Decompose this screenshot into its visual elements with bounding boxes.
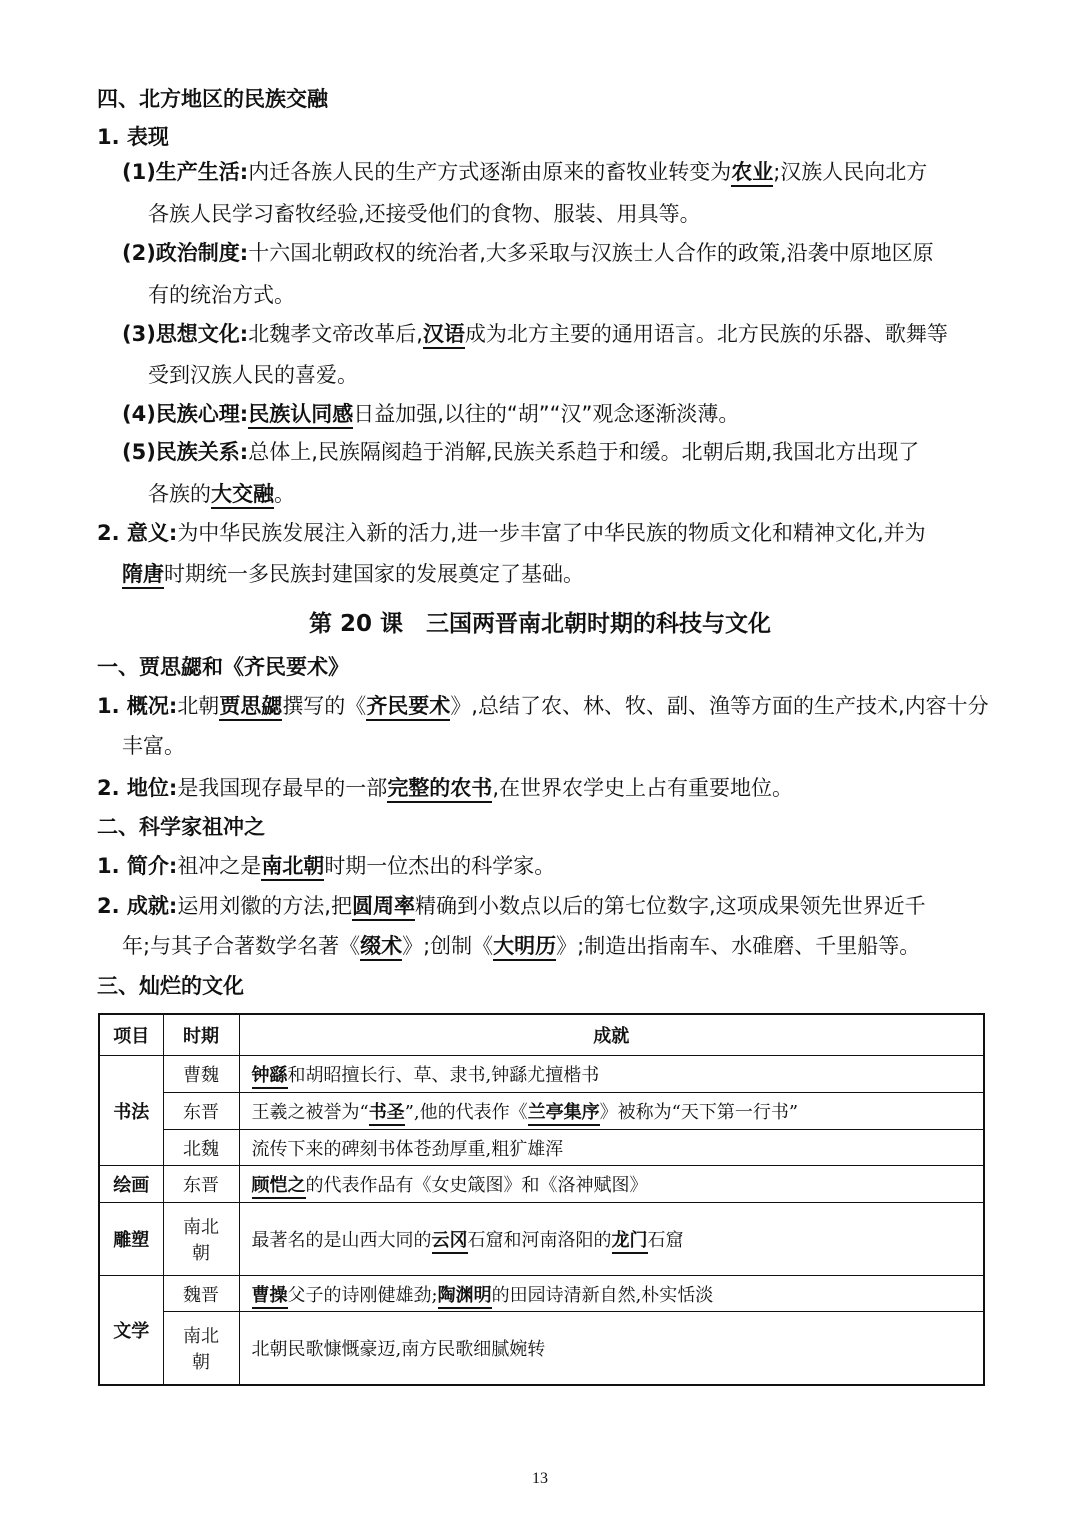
text: 和胡昭擅长行、草、隶书,钟繇尤擅楷书 — [287, 1064, 600, 1086]
key-term: 大交融 — [211, 482, 274, 509]
text: 祖冲之是 — [177, 854, 262, 878]
text: 十六国北朝政权的统治者,大多采取与汉族士人合作的政策,沿袭中原地区原 — [248, 241, 934, 265]
text: 。 — [274, 482, 295, 506]
label: (2)政治制度: — [122, 241, 249, 265]
text: 各族的 — [148, 482, 211, 506]
key-term: 顾恺之 — [252, 1175, 306, 1199]
paragraph-line — [122, 399, 739, 429]
label: 1. 简介: — [97, 854, 178, 878]
label: 2. 地位: — [97, 776, 178, 800]
paragraph-line — [122, 238, 934, 268]
text: 撰写的《 — [282, 694, 367, 718]
paragraph-line — [97, 518, 926, 548]
table-row — [99, 1275, 984, 1312]
paragraph-line — [122, 319, 948, 349]
key-term: 缀术 — [360, 934, 402, 961]
text: ”,他的代表作《 — [404, 1101, 528, 1123]
text: 王羲之被誉为“ — [251, 1101, 369, 1123]
key-term: 完整的农书 — [387, 776, 492, 803]
paragraph-line: 有的统治方式。 — [148, 283, 295, 307]
text: ;汉族人民向北方 — [773, 160, 928, 184]
key-term: 曹操 — [252, 1285, 288, 1309]
key-term: 南北朝 — [261, 854, 324, 881]
key-term: 贾思勰 — [219, 694, 282, 721]
paragraph-line — [97, 891, 926, 921]
paragraph-line — [97, 691, 989, 721]
text: 总体上,民族隔阂趋于消解,民族关系趋于和缓。北朝后期,我国北方出现了 — [248, 440, 920, 464]
paragraph-line: 各族人民学习畜牧经验,还接受他们的食物、服装、用具等。 — [148, 202, 701, 226]
text: 成为北方主要的通用语言。北方民族的乐器、歌舞等 — [464, 322, 948, 346]
achievement-cell — [239, 1166, 984, 1203]
column-header: 项目 — [99, 1014, 163, 1056]
text: 》;创制《 — [402, 934, 494, 958]
lesson-title: 第 20 课 三国两晋南北朝时期的科技与文化 — [308, 611, 772, 637]
text: 最著名的是山西大同的 — [251, 1229, 432, 1251]
paragraph-line — [122, 437, 919, 467]
achievement-cell — [239, 1275, 984, 1312]
section-title: 四、北方地区的民族交融 — [97, 87, 328, 111]
text: 》,总结了农、林、牧、副、渔等方面的生产技术,内容十分 — [450, 694, 989, 718]
label: 2. 意义: — [97, 521, 178, 545]
key-term: 民族认同感 — [248, 402, 353, 429]
paragraph-line — [97, 851, 555, 881]
achievement-cell — [239, 1092, 984, 1129]
achievement-cell — [239, 1056, 984, 1093]
text: 运用刘徽的方法,把 — [177, 894, 352, 918]
item-cell: 雕塑 — [99, 1203, 163, 1275]
key-term: 钟繇 — [252, 1065, 288, 1089]
text: 》被称为“天下第一行书” — [599, 1101, 799, 1123]
key-term: 齐民要术 — [366, 694, 450, 721]
text: 的田园诗清新自然,朴实恬淡 — [491, 1284, 714, 1306]
key-term: 云冈 — [432, 1230, 468, 1254]
key-term: 龙门 — [612, 1230, 648, 1254]
key-term: 陶渊明 — [438, 1285, 492, 1309]
table-row — [99, 1092, 984, 1129]
achievement-cell — [239, 1203, 984, 1275]
table-row — [99, 1056, 984, 1093]
heading: 1. 表现 — [97, 125, 169, 149]
period-cell: 南北朝 — [163, 1203, 239, 1275]
culture-table — [98, 1013, 985, 1386]
text: 》;制造出指南车、水碓磨、千里船等。 — [556, 934, 921, 958]
label: (1)生产生活: — [122, 160, 249, 184]
paragraph-line: 受到汉族人民的喜爱。 — [148, 363, 358, 387]
table-row — [99, 1203, 984, 1275]
label: (3)思想文化: — [122, 322, 249, 346]
text: 是我国现存最早的一部 — [177, 776, 388, 800]
text: 北朝 — [177, 694, 220, 718]
key-term: 圆周率 — [352, 894, 415, 921]
paragraph-line: 丰富。 — [122, 734, 185, 758]
period-cell: 魏晋 — [163, 1275, 239, 1312]
section-title: 一、贾思勰和《齐民要术》 — [97, 655, 349, 679]
item-cell: 文学 — [99, 1275, 163, 1385]
text: 父子的诗刚健雄劲; — [287, 1284, 438, 1306]
paragraph-line — [122, 931, 920, 961]
label: 1. 概况: — [97, 694, 178, 718]
label: 2. 成就: — [97, 894, 178, 918]
text: 内迁各族人民的生产方式逐渐由原来的畜牧业转变为 — [248, 160, 732, 184]
text: ,在世界农学史上占有重要地位。 — [492, 776, 793, 800]
text: 石窟和河南洛阳的 — [467, 1229, 612, 1251]
text: 时期统一多民族封建国家的发展奠定了基础。 — [164, 562, 584, 586]
achievement-cell: 流传下来的碑刻书体苍劲厚重,粗犷雄浑 — [239, 1129, 984, 1166]
period-cell: 曹魏 — [163, 1056, 239, 1093]
text: 北魏孝文帝改革后, — [248, 322, 423, 346]
key-term: 农业 — [731, 160, 773, 187]
item-cell: 绘画 — [99, 1166, 163, 1203]
section-title: 二、科学家祖冲之 — [97, 815, 265, 839]
label: (5)民族关系: — [122, 440, 249, 464]
paragraph-line — [122, 157, 927, 187]
paragraph-line — [97, 773, 793, 803]
key-term: 兰亭集序 — [528, 1102, 600, 1126]
key-term: 大明历 — [493, 934, 556, 961]
table-row — [99, 1166, 984, 1203]
text: 精确到小数点以后的第七位数字,这项成果领先世界近千 — [415, 894, 926, 918]
period-cell: 东晋 — [163, 1092, 239, 1129]
text: 的代表作品有《女史箴图》和《洛神赋图》 — [305, 1175, 648, 1197]
table-header-row — [99, 1014, 984, 1056]
section-title: 三、灿烂的文化 — [97, 974, 244, 998]
period-cell: 北魏 — [163, 1129, 239, 1166]
column-header: 时期 — [163, 1014, 239, 1056]
text: 时期一位杰出的科学家。 — [324, 854, 556, 878]
key-term: 汉语 — [423, 322, 465, 349]
text: 为中华民族发展注入新的活力,进一步丰富了中华民族的物质文化和精神文化,并为 — [177, 521, 926, 545]
key-term: 隋唐 — [122, 562, 164, 589]
label: (4)民族心理: — [122, 402, 249, 426]
period-cell: 南北朝 — [163, 1312, 239, 1385]
text: 日益加强,以往的“胡”“汉”观念逐渐淡薄。 — [353, 402, 740, 426]
column-header: 成就 — [239, 1014, 984, 1056]
key-term: 书圣 — [369, 1102, 405, 1126]
paragraph-line — [122, 559, 584, 589]
page-number: 13 — [532, 1470, 548, 1487]
text: 石窟 — [647, 1229, 684, 1251]
text: 年;与其子合著数学名著《 — [122, 934, 361, 958]
table-row — [99, 1312, 984, 1385]
item-cell: 书法 — [99, 1056, 163, 1166]
achievement-cell: 北朝民歌慷慨豪迈,南方民歌细腻婉转 — [239, 1312, 984, 1385]
period-cell: 东晋 — [163, 1166, 239, 1203]
table-row — [99, 1129, 984, 1166]
paragraph-line — [148, 479, 295, 509]
